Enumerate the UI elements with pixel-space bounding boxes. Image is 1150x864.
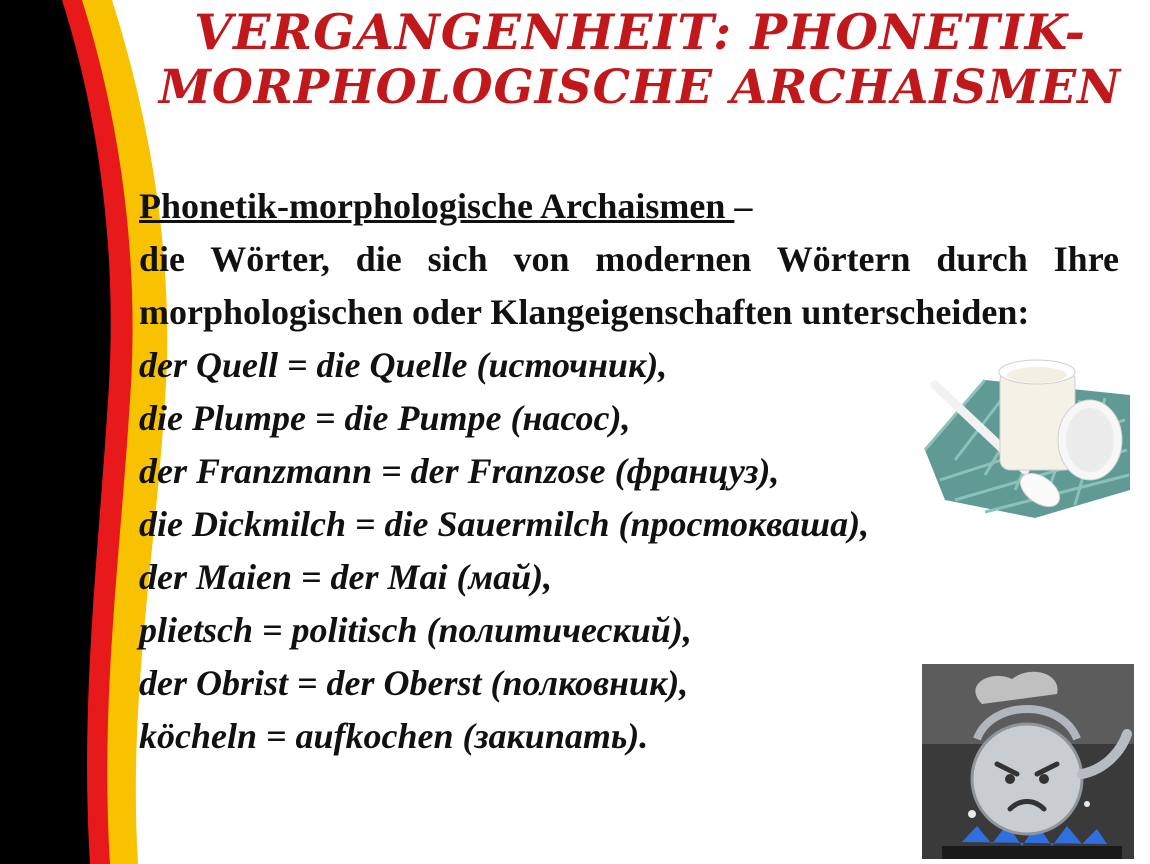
- example-item: der Quell = die Quelle (источник),: [139, 345, 668, 385]
- example-item: der Maien = der Mai (май),: [139, 557, 553, 597]
- definition-text: die Wörter, die sich von modernen Wörtern durch Ihre morphologischen oder Klangeigenschaften unterscheiden:: [139, 239, 1119, 332]
- kettle-body: [972, 724, 1082, 834]
- example-item: die Plumpe = die Pumpe (насос),: [139, 398, 631, 438]
- example-item: plietsch = politisch (политический),: [139, 610, 692, 650]
- example-item: köcheln = aufkochen (закипать).: [139, 716, 649, 756]
- example-item: die Dickmilch = die Sauermilch (простокваша),: [139, 504, 870, 544]
- yogurt-image: [915, 340, 1140, 520]
- definition-dash: –: [734, 186, 753, 226]
- title-line-2: MORPHOLOGISCHE ARCHAISMEN: [158, 60, 1122, 115]
- kettle-image: [922, 664, 1134, 859]
- definition-heading: [139, 180, 1119, 233]
- definition-term: Phonetik-morphologische Archaismen: [139, 186, 735, 226]
- example-item: der Franzmann = der Franzose (француз),: [139, 451, 780, 491]
- slide-title: [130, 4, 1150, 116]
- title-line-1: VERGANGENHEIT: PHONETIK-: [194, 3, 1086, 61]
- example-item: der Obrist = der Oberst (полковник),: [139, 663, 689, 703]
